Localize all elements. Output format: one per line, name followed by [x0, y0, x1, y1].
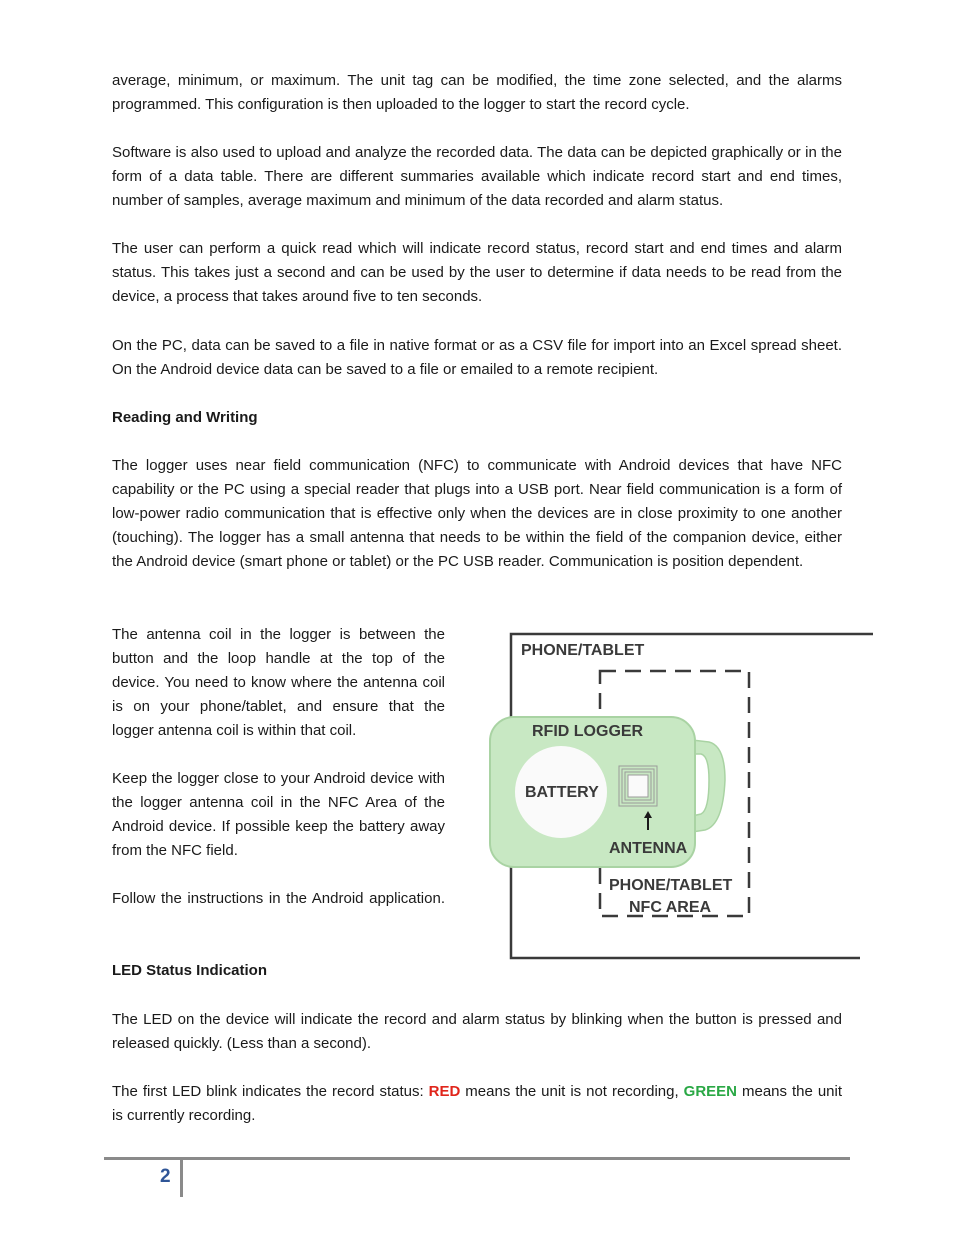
page-number: 2: [160, 1166, 171, 1187]
heading-led-status: LED Status Indication: [112, 962, 268, 979]
paragraph-follow-instructions: Follow the instructions in the Android application.: [112, 890, 445, 907]
heading-reading-writing: Reading and Writing: [112, 409, 258, 426]
nfc-diagram: [487, 630, 877, 965]
red-label: RED: [428, 1083, 461, 1100]
paragraph-antenna-coil: The antenna coil in the logger is between the button and the loop handle at the top of the device. You need to know where the antenna coil is on your phone/tablet, and ensure that the logger antenna coil is within that coil.: [112, 626, 445, 739]
paragraph-nfc: The logger uses near field communication (NFC) to communicate with Android devices that have NFC capability or the PC using a special reader that plugs into a USB port. Near field communication is a form of low-power radio communication that is effective only when the devices are in close proximity to one another (touching). The logger has a small antenna that needs to be within the field of the companion device, either the Android device (smart phone or tablet) or the PC USB reader. Communication is position dependent.: [112, 457, 842, 570]
footer-rule: [104, 1157, 850, 1160]
footer-divider: [180, 1160, 183, 1197]
paragraph-keep-close: Keep the logger close to your Android device with the logger antenna coil in the NFC Area of the Android device. If possible keep the battery away from the NFC field.: [112, 770, 445, 859]
paragraph-config: average, minimum, or maximum. The unit tag can be modified, the time zone selected, and the alarms programmed. This configuration is then uploaded to the logger to start the record cycle.: [112, 72, 842, 113]
antenna-label: ANTENNA: [609, 840, 688, 857]
phone-label: PHONE/TABLET: [521, 642, 645, 659]
green-label: GREEN: [683, 1083, 737, 1100]
paragraph-led-blink: The LED on the device will indicate the record and alarm status by blinking when the button is pressed and released quickly. (Less than a second).: [112, 1011, 842, 1052]
paragraph-save-data: On the PC, data can be saved to a file in native format or as a CSV file for import into an Excel spread sheet. On the Android device data can be saved to a file or emailed to a remote recipient.: [112, 337, 842, 378]
logger-handle: [692, 740, 725, 832]
paragraph-quick-read: The user can perform a quick read which will indicate record status, record start and end times and alarm status. This takes just a second and can be used by the user to determine if data needs to be read from the device, a process that takes around five to ten seconds.: [112, 240, 842, 305]
paragraph-first-blink: The first LED blink indicates the record status: RED means the unit is not recording, GREEN means the unit is currently recording.: [112, 1083, 843, 1124]
paragraph-software: Software is also used to upload and analyze the recorded data. The data can be depicted graphically or in the form of a data table. There are different summaries available which indicate record start and end times, number of samples, average maximum and minimum of the data recorded and alarm status.: [112, 144, 842, 209]
nfc-label-line2: NFC AREA: [629, 899, 712, 916]
logger-label: RFID LOGGER: [532, 723, 644, 740]
battery-label: BATTERY: [525, 784, 599, 801]
nfc-label-line1: PHONE/TABLET: [609, 877, 733, 894]
